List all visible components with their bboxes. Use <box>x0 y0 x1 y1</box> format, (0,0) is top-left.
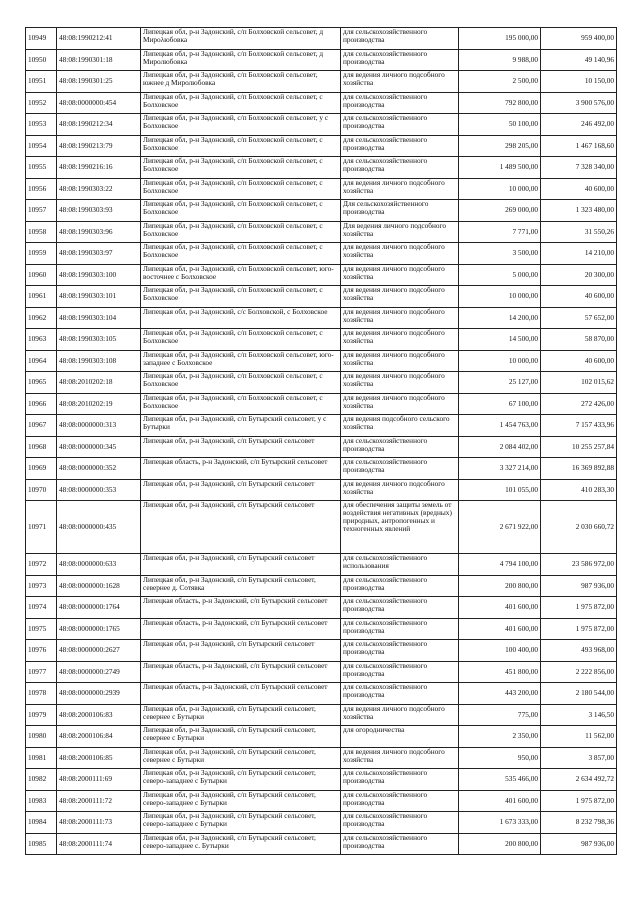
address-cell: Липецкая область, р-н Задонский, с/п Бутырский сельсовет <box>141 683 341 705</box>
row-number: 10984 <box>26 812 57 834</box>
cadastral-number: 48:08:2000106:85 <box>57 747 141 769</box>
address-cell: Липецкая обл, р-н Задонский, с/п Болховской сельсовет, с Болховское <box>141 178 341 200</box>
permitted-use-cell: для ведения личного подсобного хозяйства <box>341 329 459 351</box>
row-number: 10970 <box>26 479 57 501</box>
cadastral-value-cell: 40 600,00 <box>541 178 617 200</box>
table-row <box>26 200 617 222</box>
cadastral-value-cell: 987 936,00 <box>541 575 617 597</box>
address-cell: Липецкая обл, р-н Задонский, с/п Болховской сельсовет, с Болховское <box>141 243 341 265</box>
row-number: 10974 <box>26 597 57 619</box>
area-cell: 451 800,00 <box>459 661 541 683</box>
area-cell: 2 350,00 <box>459 726 541 748</box>
row-number: 10978 <box>26 683 57 705</box>
address-cell: Липецкая область, р-н Задонский, с/п Бутырский сельсовет <box>141 597 341 619</box>
address-cell: Липецкая обл, р-н Задонский, с/п Бутырский сельсовет, севернее с Бутырки <box>141 747 341 769</box>
address-cell: Липецкая обл, р-н Задонский, с/п Бутырский сельсовет, северо-западнее с Бутырки <box>141 812 341 834</box>
row-number: 10949 <box>26 28 57 50</box>
table-row <box>26 49 617 71</box>
permitted-use-cell: Для ведения личного подсобного хозяйства <box>341 221 459 243</box>
permitted-use-cell: для сельскохозяйственного производства <box>341 135 459 157</box>
cadastral-number: 48:08:0000000:353 <box>57 479 141 501</box>
cadastral-number: 48:08:1990212:41 <box>57 28 141 50</box>
cadastral-number: 48:08:0000000:1765 <box>57 618 141 640</box>
address-cell: Липецкая обл, р-н Задонский, с/п Бутырский сельсовет <box>141 436 341 458</box>
permitted-use-cell: для ведения личного подсобного хозяйства <box>341 178 459 200</box>
permitted-use-cell: для сельскохозяйственного производства <box>341 458 459 480</box>
area-cell: 10 000,00 <box>459 178 541 200</box>
permitted-use-cell: для ведения личного подсобного хозяйства <box>341 479 459 501</box>
row-number: 10964 <box>26 350 57 372</box>
table-row <box>26 307 617 329</box>
cadastral-value-cell: 2 634 492,72 <box>541 769 617 791</box>
cadastral-number: 48:08:1990212:34 <box>57 114 141 136</box>
table-row <box>26 71 617 93</box>
area-cell: 792 800,00 <box>459 92 541 114</box>
permitted-use-cell: для ведения личного подсобного хозяйства <box>341 704 459 726</box>
permitted-use-cell: для ведения личного подсобного хозяйства <box>341 393 459 415</box>
table-row <box>26 812 617 834</box>
cadastral-number: 48:08:2000111:69 <box>57 769 141 791</box>
permitted-use-cell: для сельскохозяйственного использования <box>341 554 459 576</box>
row-number: 10962 <box>26 307 57 329</box>
row-number: 10968 <box>26 436 57 458</box>
cadastral-value-cell: 1 975 872,00 <box>541 790 617 812</box>
row-number: 10955 <box>26 157 57 179</box>
permitted-use-cell: для сельскохозяйственного производства <box>341 92 459 114</box>
address-cell: Липецкая область, р-н Задонский, с/п Бутырский сельсовет <box>141 458 341 480</box>
cadastral-value-cell: 1 467 168,60 <box>541 135 617 157</box>
address-cell: Липецкая обл, р-н Задонский, с/п Бутырский сельсовет, севернее с Бутырки <box>141 704 341 726</box>
table-row <box>26 575 617 597</box>
table-row <box>26 415 617 437</box>
address-cell: Липецкая обл, р-н Задонский, с/п Болховской сельсовет, с Болховское <box>141 200 341 222</box>
row-number: 10967 <box>26 415 57 437</box>
address-cell: Липецкая обл, р-н Задонский, с/п Болховской сельсовет, юго- восточнее с Болховское <box>141 264 341 286</box>
row-number: 10980 <box>26 726 57 748</box>
cadastral-number: 48:08:0000000:1764 <box>57 597 141 619</box>
address-cell: Липецкая обл, р-н Задонский, с/п Бутырский сельсовет, севернее с Бутырки <box>141 726 341 748</box>
cadastral-value-cell: 16 369 892,88 <box>541 458 617 480</box>
row-number: 10971 <box>26 501 57 554</box>
cadastral-value-cell: 493 968,00 <box>541 640 617 662</box>
cadastral-number: 48:08:0000000:454 <box>57 92 141 114</box>
cadastral-value-cell: 57 652,00 <box>541 307 617 329</box>
area-cell: 14 500,00 <box>459 329 541 351</box>
row-number: 10959 <box>26 243 57 265</box>
table-row <box>26 372 617 394</box>
area-cell: 10 000,00 <box>459 350 541 372</box>
permitted-use-cell: для ведения личного подсобного хозяйства <box>341 264 459 286</box>
permitted-use-cell: для сельскохозяйственного производства <box>341 790 459 812</box>
cadastral-value-cell: 959 400,00 <box>541 28 617 50</box>
cadastral-number: 48:08:2000111:72 <box>57 790 141 812</box>
permitted-use-cell: для сельскохозяйственного производства <box>341 436 459 458</box>
cadastral-value-cell: 23 586 972,00 <box>541 554 617 576</box>
land-plots-table <box>25 27 617 855</box>
address-cell: Липецкая обл, р-н Задонский, с/п Болховской сельсовет, д Мирολюбовка <box>141 28 341 50</box>
permitted-use-cell: для ведения личного подсобного хозяйства <box>341 307 459 329</box>
cadastral-number: 48:08:1990303:101 <box>57 286 141 308</box>
area-cell: 950,00 <box>459 747 541 769</box>
area-cell: 401 600,00 <box>459 597 541 619</box>
cadastral-number: 48:08:1990303:108 <box>57 350 141 372</box>
cadastral-number: 48:08:1990213:79 <box>57 135 141 157</box>
cadastral-value-cell: 3 900 576,00 <box>541 92 617 114</box>
cadastral-value-cell: 2 030 660,72 <box>541 501 617 554</box>
address-cell: Липецкая обл, р-н Задонский, с/п Бутырский сельсовет, северо-западнее с Бутырки <box>141 790 341 812</box>
row-number: 10966 <box>26 393 57 415</box>
address-cell: Липецкая обл, р-н Задонский, с/п Болховской сельсовет, с Болховское <box>141 92 341 114</box>
address-cell: Липецкая обл, р-н Задонский, с/п Бутырский сельсовет <box>141 640 341 662</box>
row-number: 10973 <box>26 575 57 597</box>
area-cell: 2 500,00 <box>459 71 541 93</box>
address-cell: Липецкая обл, р-н Задонский, с/п Болховской сельсовет, у с Болховское <box>141 114 341 136</box>
cadastral-value-cell: 49 140,96 <box>541 49 617 71</box>
table-row <box>26 135 617 157</box>
cadastral-value-cell: 20 300,00 <box>541 264 617 286</box>
table-row <box>26 640 617 662</box>
area-cell: 195 000,00 <box>459 28 541 50</box>
cadastral-value-cell: 8 232 798,36 <box>541 812 617 834</box>
permitted-use-cell: для сельскохозяйственного производства <box>341 597 459 619</box>
cadastral-number: 48:08:1990303:104 <box>57 307 141 329</box>
table-row <box>26 769 617 791</box>
table-row <box>26 458 617 480</box>
cadastral-number: 48:08:0000000:313 <box>57 415 141 437</box>
table-row <box>26 618 617 640</box>
area-cell: 7 771,00 <box>459 221 541 243</box>
row-number: 10979 <box>26 704 57 726</box>
row-number: 10952 <box>26 92 57 114</box>
cadastral-value-cell: 246 492,00 <box>541 114 617 136</box>
area-cell: 269 000,00 <box>459 200 541 222</box>
cadastral-number: 48:08:1990303:22 <box>57 178 141 200</box>
address-cell: Липецкая обл, р-н Задонский, с/п Болховской сельсовет, южнее д Миролюбовка <box>141 71 341 93</box>
area-cell: 2 084 402,00 <box>459 436 541 458</box>
address-cell: Липецкая обл, р-н Задонский, с/п Болховской сельсовет, с Болховское <box>141 135 341 157</box>
table-row <box>26 501 617 554</box>
cadastral-value-cell: 410 283,30 <box>541 479 617 501</box>
row-number: 10969 <box>26 458 57 480</box>
permitted-use-cell: для сельскохозяйственного производства <box>341 661 459 683</box>
area-cell: 1 454 763,00 <box>459 415 541 437</box>
area-cell: 535 466,00 <box>459 769 541 791</box>
permitted-use-cell: для сельскохозяйственного производства <box>341 833 459 855</box>
row-number: 10950 <box>26 49 57 71</box>
cadastral-number: 48:08:1990303:100 <box>57 264 141 286</box>
cadastral-value-cell: 102 015,62 <box>541 372 617 394</box>
table-row <box>26 114 617 136</box>
cadastral-number: 48:08:0000000:345 <box>57 436 141 458</box>
table-row <box>26 92 617 114</box>
cadastral-number: 48:08:1990303:96 <box>57 221 141 243</box>
area-cell: 67 100,00 <box>459 393 541 415</box>
cadastral-number: 48:08:1990216:16 <box>57 157 141 179</box>
area-cell: 5 000,00 <box>459 264 541 286</box>
row-number: 10975 <box>26 618 57 640</box>
table-row <box>26 28 617 50</box>
permitted-use-cell: для ведения личного подсобного хозяйства <box>341 243 459 265</box>
row-number: 10954 <box>26 135 57 157</box>
row-number: 10961 <box>26 286 57 308</box>
cadastral-value-cell: 14 210,00 <box>541 243 617 265</box>
permitted-use-cell: для ведения личного подсобного хозяйства <box>341 747 459 769</box>
address-cell: Липецкая область, р-н Задонский, с/п Бутырский сельсовет <box>141 618 341 640</box>
cadastral-number: 48:08:0000000:352 <box>57 458 141 480</box>
cadastral-value-cell: 2 180 544,00 <box>541 683 617 705</box>
area-cell: 4 794 100,00 <box>459 554 541 576</box>
cadastral-value-cell: 3 146,50 <box>541 704 617 726</box>
row-number: 10963 <box>26 329 57 351</box>
cadastral-number: 48:08:0000000:2627 <box>57 640 141 662</box>
cadastral-number: 48:08:1990301:18 <box>57 49 141 71</box>
cadastral-number: 48:08:2000106:83 <box>57 704 141 726</box>
permitted-use-cell: Для сельскохозяйственного производства <box>341 200 459 222</box>
table-row <box>26 747 617 769</box>
cadastral-number: 48:08:0000000:435 <box>57 501 141 554</box>
row-number: 10985 <box>26 833 57 855</box>
area-cell: 775,00 <box>459 704 541 726</box>
table-row <box>26 264 617 286</box>
cadastral-value-cell: 31 550,26 <box>541 221 617 243</box>
table-row <box>26 329 617 351</box>
cadastral-value-cell: 987 936,00 <box>541 833 617 855</box>
address-cell: Липецкая обл, р-н Задонский, с/п Болховской сельсовет, с Болховское <box>141 372 341 394</box>
row-number: 10976 <box>26 640 57 662</box>
area-cell: 200 800,00 <box>459 575 541 597</box>
permitted-use-cell: для сельскохозяйственного производства <box>341 683 459 705</box>
address-cell: Липецкая обл, р-н Задонский, с/п Болховской сельсовет, с Болховское <box>141 393 341 415</box>
permitted-use-cell: для сельскохозяйственного производства <box>341 618 459 640</box>
cadastral-number: 48:08:0000000:2939 <box>57 683 141 705</box>
table-row <box>26 683 617 705</box>
permitted-use-cell: для сельскохозяйственного производства <box>341 157 459 179</box>
address-cell: Липецкая обл, р-н Задонский, с/п Бутырский сельсовет <box>141 501 341 554</box>
row-number: 10957 <box>26 200 57 222</box>
cadastral-value-cell: 11 562,00 <box>541 726 617 748</box>
cadastral-number: 48:08:0000000:633 <box>57 554 141 576</box>
area-cell: 50 100,00 <box>459 114 541 136</box>
address-cell: Липецкая обл, р-н Задонский, с/п Болховской сельсовет, д Миролюбовка <box>141 49 341 71</box>
table-row <box>26 790 617 812</box>
cadastral-value-cell: 40 600,00 <box>541 286 617 308</box>
permitted-use-cell: для сельскохозяйственного производства <box>341 28 459 50</box>
row-number: 10981 <box>26 747 57 769</box>
cadastral-number: 48:08:1990303:105 <box>57 329 141 351</box>
address-cell: Липецкая обл, р-н Задонский, с/п Болховской сельсовет, с Болховское <box>141 221 341 243</box>
area-cell: 101 055,00 <box>459 479 541 501</box>
row-number: 10958 <box>26 221 57 243</box>
cadastral-value-cell: 1 975 872,00 <box>541 618 617 640</box>
permitted-use-cell: для сельскохозяйственного производства <box>341 812 459 834</box>
cadastral-number: 48:08:0000000:2749 <box>57 661 141 683</box>
area-cell: 9 988,00 <box>459 49 541 71</box>
cadastral-value-cell: 1 323 480,00 <box>541 200 617 222</box>
area-cell: 401 600,00 <box>459 790 541 812</box>
table-row <box>26 704 617 726</box>
table-row <box>26 726 617 748</box>
cadastral-number: 48:08:2000111:73 <box>57 812 141 834</box>
permitted-use-cell: для ведения личного подсобного хозяйства <box>341 372 459 394</box>
area-cell: 200 800,00 <box>459 833 541 855</box>
row-number: 10956 <box>26 178 57 200</box>
table-row <box>26 286 617 308</box>
table-row <box>26 393 617 415</box>
row-number: 10953 <box>26 114 57 136</box>
area-cell: 10 000,00 <box>459 286 541 308</box>
table-row <box>26 597 617 619</box>
address-cell: Липецкая обл, р-н Задонский, с/п Бутырский сельсовет, севернее д. Сотявка <box>141 575 341 597</box>
area-cell: 100 400,00 <box>459 640 541 662</box>
permitted-use-cell: для сельскохозяйственного производства <box>341 49 459 71</box>
cadastral-number: 48:08:2000111:74 <box>57 833 141 855</box>
area-cell: 3 500,00 <box>459 243 541 265</box>
row-number: 10951 <box>26 71 57 93</box>
row-number: 10983 <box>26 790 57 812</box>
cadastral-number: 48:08:0000000:1628 <box>57 575 141 597</box>
permitted-use-cell: для сельскохозяйственного производства <box>341 114 459 136</box>
permitted-use-cell: для ведения личного подсобного хозяйства <box>341 71 459 93</box>
address-cell: Липецкая обл, р-н Задонский, с/п Болховской сельсовет, с Болховское <box>141 157 341 179</box>
area-cell: 1 673 333,00 <box>459 812 541 834</box>
cadastral-value-cell: 272 426,00 <box>541 393 617 415</box>
area-cell: 14 200,00 <box>459 307 541 329</box>
permitted-use-cell: для сельскохозяйственного производства <box>341 575 459 597</box>
table-row <box>26 350 617 372</box>
row-number: 10960 <box>26 264 57 286</box>
address-cell: Липецкая обл, р-н Задонский, с/с Болховской, с Болховское <box>141 307 341 329</box>
address-cell: Липецкая обл, р-н Задонский, с/п Болховской сельсовет, с Болховское <box>141 329 341 351</box>
address-cell: Липецкая обл, р-н Задонский, с/п Бутырский сельсовет, северо-западнее с Бутырки <box>141 769 341 791</box>
cadastral-value-cell: 2 222 856,00 <box>541 661 617 683</box>
cadastral-value-cell: 3 857,00 <box>541 747 617 769</box>
table-row <box>26 479 617 501</box>
permitted-use-cell: для ведения личного подсобного хозяйства <box>341 286 459 308</box>
cadastral-value-cell: 58 870,00 <box>541 329 617 351</box>
document-page <box>25 27 616 855</box>
cadastral-number: 48:08:2010202:19 <box>57 393 141 415</box>
permitted-use-cell: для обеспечения защиты земель от воздействия негативных (вредных) природных, антропогенных и техногенных явлений <box>341 501 459 554</box>
cadastral-value-cell: 40 600,00 <box>541 350 617 372</box>
table-row <box>26 661 617 683</box>
row-number: 10977 <box>26 661 57 683</box>
row-number: 10972 <box>26 554 57 576</box>
table-row <box>26 178 617 200</box>
row-number: 10982 <box>26 769 57 791</box>
permitted-use-cell: для огородничества <box>341 726 459 748</box>
table-row <box>26 554 617 576</box>
table-row <box>26 157 617 179</box>
cadastral-value-cell: 7 157 433,96 <box>541 415 617 437</box>
cadastral-value-cell: 7 328 340,00 <box>541 157 617 179</box>
cadastral-value-cell: 1 975 872,00 <box>541 597 617 619</box>
area-cell: 25 127,00 <box>459 372 541 394</box>
permitted-use-cell: для ведения личного подсобного хозяйства <box>341 350 459 372</box>
cadastral-number: 48:08:2010202:18 <box>57 372 141 394</box>
address-cell: Липецкая обл, р-н Задонский, с/п Бутырский сельсовет <box>141 479 341 501</box>
address-cell: Липецкая обл, р-н Задонский, с/п Бутырский сельсовет, у с Бутырки <box>141 415 341 437</box>
table-row <box>26 243 617 265</box>
address-cell: Липецкая обл, р-н Задонский, с/п Болховской сельсовет, юго-западнее с Болховское <box>141 350 341 372</box>
permitted-use-cell: для сельскохозяйственного производства <box>341 640 459 662</box>
table-row <box>26 221 617 243</box>
permitted-use-cell: для сельскохозяйственного производства <box>341 769 459 791</box>
cadastral-number: 48:08:1990303:97 <box>57 243 141 265</box>
table-body <box>26 28 617 855</box>
address-cell: Липецкая обл, р-н Задонский, с/п Болховской сельсовет, с Болховское <box>141 286 341 308</box>
table-row <box>26 436 617 458</box>
row-number: 10965 <box>26 372 57 394</box>
area-cell: 443 200,00 <box>459 683 541 705</box>
address-cell: Липецкая область, р-н Задонский, с/п Бутырский сельсовет <box>141 661 341 683</box>
cadastral-number: 48:08:1990303:93 <box>57 200 141 222</box>
area-cell: 298 205,00 <box>459 135 541 157</box>
cadastral-number: 48:08:2000106:84 <box>57 726 141 748</box>
cadastral-value-cell: 10 255 257,84 <box>541 436 617 458</box>
area-cell: 2 671 922,00 <box>459 501 541 554</box>
address-cell: Липецкая обл, р-н Задонский, с/п Бутырский сельсовет, северо-западнее с. Бутырки <box>141 833 341 855</box>
cadastral-number: 48:08:1990301:25 <box>57 71 141 93</box>
table-row <box>26 833 617 855</box>
permitted-use-cell: для ведения подсобного сельского хозяйства <box>341 415 459 437</box>
area-cell: 1 489 500,00 <box>459 157 541 179</box>
cadastral-value-cell: 10 150,00 <box>541 71 617 93</box>
address-cell: Липецкая обл, р-н Задонский, с/п Бутырский сельсовет <box>141 554 341 576</box>
area-cell: 401 600,00 <box>459 618 541 640</box>
area-cell: 3 327 214,00 <box>459 458 541 480</box>
